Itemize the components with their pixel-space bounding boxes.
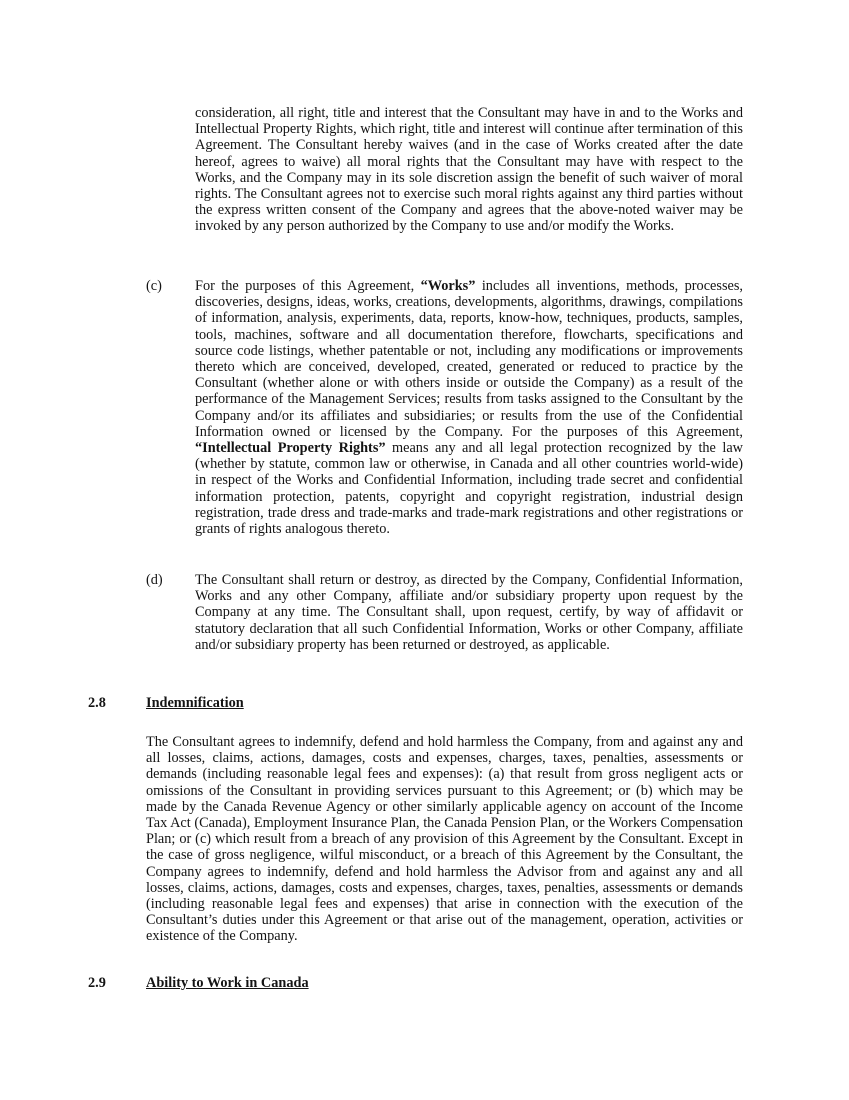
clause-c-text bbox=[195, 278, 743, 537]
clause-c-part3: means any and all legal protection recognized by the law (whether by statute, common law or otherwise, in Canada and all other countries world-wide) in respect of the Works and Confidential Information, including trade secret and confidential information protection, patents, copyright and copyright registration, industrial design registration, trade dress and trade-marks and trade-mark registrations and other registrations or grants of rights analogous thereto. bbox=[195, 440, 743, 538]
clause-c-label: (c) bbox=[146, 278, 162, 294]
paragraph-continuation: consideration, all right, title and interest that the Consultant may have in and to the Works and Intellectual Property Rights, which right, title and interest will continue after termination of this Agreement. The Consultant hereby waives (and in the case of Works created after the date hereof, agrees to waive) all moral rights that the Consultant may have with respect to the Works, and the Company may in its sole discretion assign the benefit of such waiver of moral rights. The Consultant agrees not to exercise such moral rights against any third parties without the express written consent of the Company and agrees that the above-noted waiver may be invoked by any person authorized by the Company to use and/or modify the Works. bbox=[195, 105, 743, 235]
section-2-8-title: Indemnification bbox=[146, 695, 244, 711]
term-works: “Works” bbox=[420, 278, 476, 294]
section-2-9-number: 2.9 bbox=[88, 975, 106, 991]
term-intellectual-property-rights: “Intellectual Property Rights” bbox=[195, 440, 386, 457]
clause-c-part1: For the purposes of this Agreement, bbox=[195, 278, 421, 294]
paragraph-indemnification: The Consultant agrees to indemnify, defend and hold harmless the Company, from and against any and all losses, claims, actions, damages, costs and expenses, charges, taxes, penalties, assessments or demands (including reasonable legal fees and expenses): (a) that result from gross negligent acts or omissions of the Consultant in providing services pursuant to this Agreement; or (b) which may be made by the Canada Revenue Agency or other similarly applicable agency on account of the Income Tax Act (Canada), Employment Insurance Plan, the Canada Pension Plan, or the Workers Compensation Plan; or (c) which result from a breach of any provision of this Agreement by the Consultant. Except in the case of gross negligence, wilful misconduct, or a breach of this Agreement by the Consultant, the Company agrees to indemnify, defend and hold harmless the Advisor from and against any and all losses, claims, actions, damages, costs and expenses, charges, taxes, penalties, assessments or demands (including reasonable legal fees and expenses) that arise in connection with the execution of the Consultant’s duties under this Agreement or that arise out of the management, operation, activities or existence of the Company. bbox=[146, 734, 743, 945]
clause-d-label: (d) bbox=[146, 572, 163, 588]
clause-c-part2: includes all inventions, methods, processes, discoveries, designs, ideas, works, creations, developments, algorithms, drawings, compilations of information, analysis, experiments, data, reports, know-how, techniques, products, samples, tools, machines, software and all documentation therefore, flowcharts, specifications and source code listings, whether patentable or not, including any modifications or improvements thereto which are conceived, developed, created, generated or reduced to practice by the Consultant (whether alone or with others inside or outside the Company) as a result of the performance of the Management Services; results from tasks assigned to the Consultant by the Company and/or its affiliates and subsidiaries; or results from the use of the Confidential Information owned or licensed by the Company. For the purposes of this Agreement, bbox=[195, 278, 743, 440]
clause-d-text: The Consultant shall return or destroy, as directed by the Company, Confidential Information, Works and any other Company, affiliate and/or subsidiary property upon request by the Company at any time. The Consultant shall, upon request, certify, by way of affidavit or statutory declaration that all such Confidential Information, Works or other Company, affiliate and/or subsidiary property has been returned or destroyed, as applicable. bbox=[195, 572, 743, 653]
section-2-8-number: 2.8 bbox=[88, 695, 106, 711]
section-2-9-title: Ability to Work in Canada bbox=[146, 975, 309, 991]
